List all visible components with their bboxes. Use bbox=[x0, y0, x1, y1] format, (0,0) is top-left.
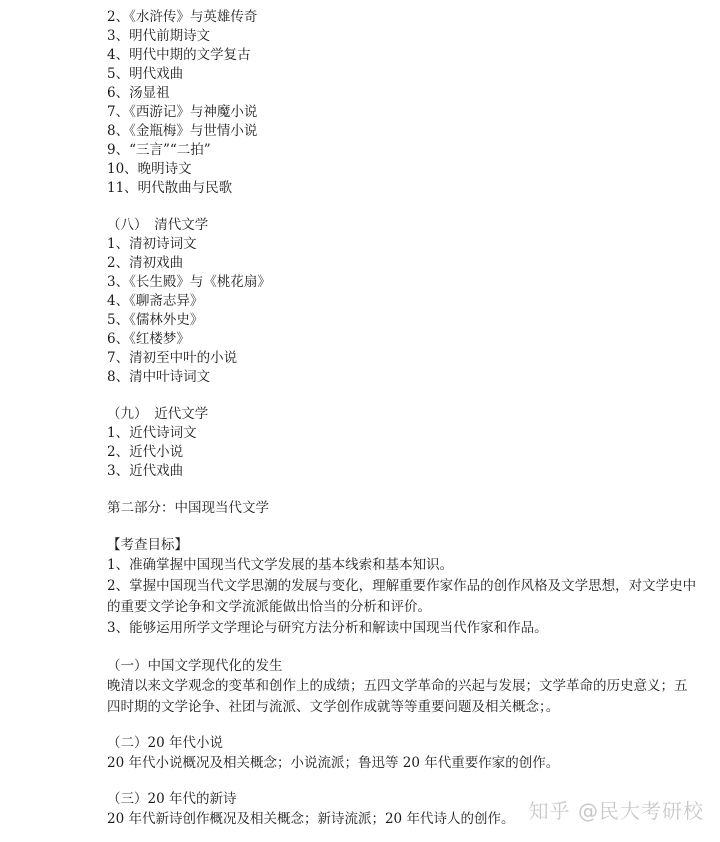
goal-item: 1、准确掌握中国现当代文学发展的基本线索和基本知识。 bbox=[107, 557, 454, 573]
list-item: 1、清初诗词文 bbox=[107, 236, 197, 252]
watermark: 知乎 @民大考研校 bbox=[528, 799, 704, 823]
list-item: 4、明代中期的文学复古 bbox=[107, 47, 251, 63]
list-item: 2、清初戏曲 bbox=[107, 255, 184, 271]
section-heading: （八） 清代文学 bbox=[107, 217, 209, 233]
list-item: 2、近代小说 bbox=[107, 444, 184, 460]
list-item: 10、晚明诗文 bbox=[107, 161, 192, 177]
list-item: 2、《水浒传》与英雄传奇 bbox=[107, 9, 258, 25]
goal-item: 3、能够运用所学文学理论与研究方法分析和解读中国现当代作家和作品。 bbox=[107, 620, 548, 636]
goal-item: 2、掌握中国现当代文学思潮的发展与变化，理解重要作家作品的创作风格及文学思想，对文学史中的重要文学论争和文学流派能做出恰当的分析和评价。 bbox=[107, 578, 697, 615]
list-item: 9、“三言”“二拍” bbox=[107, 142, 211, 158]
list-item: 1、近代诗词文 bbox=[107, 425, 197, 441]
list-item: 3、近代戏曲 bbox=[107, 463, 184, 479]
list-item: 6、汤显祖 bbox=[107, 85, 170, 101]
list-item: 4、《聊斋志异》 bbox=[107, 293, 204, 309]
section-body: 20 年代新诗创作概况及相关概念；新诗流派；20 年代诗人的创作。 bbox=[107, 811, 515, 827]
list-item: 7、《西游记》与神魔小说 bbox=[107, 104, 258, 120]
list-item: 3、明代前期诗文 bbox=[107, 28, 211, 44]
modern-section bbox=[107, 405, 707, 481]
goals-section bbox=[107, 536, 707, 639]
topic-section bbox=[107, 734, 707, 774]
list-item: 3、《长生殿》与《桃花扇》 bbox=[107, 274, 271, 290]
section-heading: （九） 近代文学 bbox=[107, 406, 209, 422]
section-heading: （二）20 年代小说 bbox=[107, 735, 223, 751]
list-item: 7、清初至中叶的小说 bbox=[107, 350, 238, 366]
list-item: 8、清中叶诗词文 bbox=[107, 369, 211, 385]
list-item: 8、《金瓶梅》与世情小说 bbox=[107, 123, 258, 139]
section-heading: （三）20 年代的新诗 bbox=[107, 791, 237, 807]
list-item: 5、明代戏曲 bbox=[107, 66, 184, 82]
section-heading: （一）中国文学现代化的发生 bbox=[107, 658, 283, 674]
topic-section bbox=[107, 657, 707, 718]
section-heading: 【考查目标】 bbox=[107, 537, 188, 553]
list-item: 5、《儒林外史》 bbox=[107, 312, 204, 328]
part-title: 第二部分：中国现当代文学 bbox=[107, 500, 269, 516]
section-body: 20 年代小说概况及相关概念；小说流派；鲁迅等 20 年代重要作家的创作。 bbox=[107, 755, 560, 771]
list-item: 6、《红楼梦》 bbox=[107, 331, 190, 347]
list-item: 11、明代散曲与民歌 bbox=[107, 180, 233, 196]
qing-section bbox=[107, 216, 707, 387]
document-body bbox=[107, 8, 707, 830]
section-body: 晚清以来文学观念的变革和创作上的成绩；五四文学革命的兴起与发展；文学革命的历史意义；五四时期的文学论争、社团与流派、文学创作成就等等重要问题及相关概念；。 bbox=[107, 678, 688, 715]
ming-list bbox=[107, 8, 707, 198]
